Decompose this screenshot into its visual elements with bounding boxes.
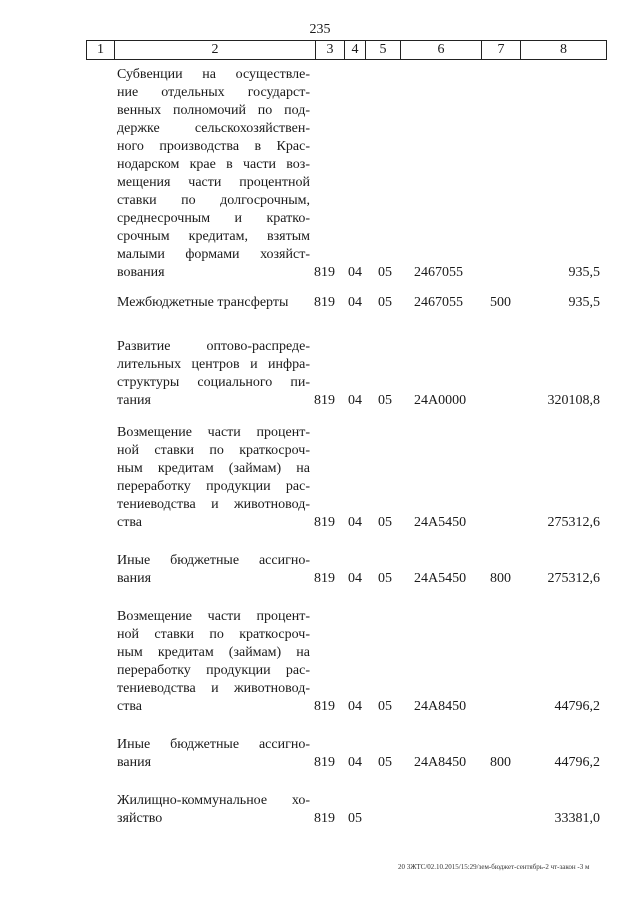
row-value-c8: 44796,2: [554, 699, 600, 714]
description-line: зяйство: [117, 811, 163, 826]
description-line: Межбюджетные трансферты: [117, 295, 289, 310]
row-value-c3: 819: [314, 811, 335, 826]
row-value-c6: 24А0000: [414, 393, 467, 408]
col-header-3: 3: [316, 41, 345, 60]
description-line: вования: [117, 265, 165, 280]
row-value-c4: 04: [348, 265, 362, 280]
row-value-c3: 819: [314, 571, 335, 586]
description-line: ние отдельных государст-: [117, 85, 310, 100]
description-line: Иные бюджетные ассигно-: [117, 737, 310, 752]
row-value-c8: 275312,6: [547, 515, 600, 530]
description-line: Иные бюджетные ассигно-: [117, 553, 310, 568]
row-value-c7: 500: [490, 295, 511, 310]
row-value-c4: 04: [348, 393, 362, 408]
footer-note: 20 3ЖТС/02.10.2015/15:29/зем-бюджет-сентябрь-2 чт-закон -3 м: [398, 863, 590, 871]
row-value-c4: 04: [348, 699, 362, 714]
description-line: тениеводства и животновод-: [117, 497, 310, 512]
description-line: тениеводства и животновод-: [117, 681, 310, 696]
description-line: лительных центров и инфра-: [117, 357, 310, 372]
description-line: держке сельскохозяйствен-: [117, 121, 310, 136]
row-description: [117, 608, 310, 716]
description-line: ным кредитам (займам) на: [117, 645, 310, 660]
row-value-c5: 05: [378, 393, 392, 408]
description-line: венных полномочий по под-: [117, 103, 310, 118]
description-line: Возмещение части процент-: [117, 425, 310, 440]
col-header-1: 1: [87, 41, 115, 60]
row-description: [117, 736, 310, 772]
row-value-c3: 819: [314, 515, 335, 530]
description-line: нодарском крае в части воз-: [117, 157, 310, 172]
description-line: ства: [117, 515, 142, 530]
row-value-c7: 800: [490, 571, 511, 586]
row-value-c6: 24А8450: [414, 755, 467, 770]
description-line: ной ставки по краткосроч-: [117, 627, 310, 642]
col-header-6: 6: [401, 41, 482, 60]
description-line: ного производства в Крас-: [117, 139, 310, 154]
row-value-c8: 935,5: [568, 295, 600, 310]
row-description: [117, 792, 310, 828]
row-description: [117, 338, 310, 410]
description-line: малыми формами хозяйст-: [117, 247, 310, 262]
row-description: [117, 424, 310, 532]
row-value-c4: 05: [348, 811, 362, 826]
description-line: ства: [117, 699, 142, 714]
row-value-c5: 05: [378, 699, 392, 714]
row-value-c6: 2467055: [414, 265, 463, 280]
row-value-c3: 819: [314, 699, 335, 714]
row-value-c6: 24А5450: [414, 571, 467, 586]
description-line: срочным кредитам, взятым: [117, 229, 310, 244]
col-header-4: 4: [345, 41, 366, 60]
row-value-c7: 800: [490, 755, 511, 770]
row-value-c6: 2467055: [414, 295, 463, 310]
row-description: [117, 66, 310, 282]
description-line: переработку продукции рас-: [117, 663, 310, 678]
row-value-c5: 05: [378, 295, 392, 310]
row-value-c6: 24А8450: [414, 699, 467, 714]
row-value-c8: 44796,2: [554, 755, 600, 770]
description-line: ной ставки по краткосроч-: [117, 443, 310, 458]
row-value-c4: 04: [348, 571, 362, 586]
row-value-c3: 819: [314, 755, 335, 770]
description-line: тания: [117, 393, 151, 408]
description-line: Жилищно-коммунальное хо-: [117, 793, 310, 808]
description-line: среднесрочным и кратко-: [117, 211, 310, 226]
description-line: ным кредитам (займам) на: [117, 461, 310, 476]
row-value-c6: 24А5450: [414, 515, 467, 530]
row-value-c3: 819: [314, 265, 335, 280]
description-line: Развитие оптово-распреде-: [117, 339, 310, 354]
row-value-c8: 320108,8: [547, 393, 600, 408]
row-value-c5: 05: [378, 571, 392, 586]
col-header-7: 7: [482, 41, 521, 60]
row-value-c4: 04: [348, 755, 362, 770]
row-value-c5: 05: [378, 265, 392, 280]
col-header-5: 5: [366, 41, 401, 60]
row-description: [117, 294, 310, 312]
description-line: Возмещение части процент-: [117, 609, 310, 624]
row-value-c3: 819: [314, 295, 335, 310]
description-line: переработку продукции рас-: [117, 479, 310, 494]
row-value-c4: 04: [348, 295, 362, 310]
col-header-8: 8: [521, 41, 607, 60]
row-value-c5: 05: [378, 755, 392, 770]
description-line: мещения части процентной: [117, 175, 310, 190]
row-description: [117, 552, 310, 588]
row-value-c8: 935,5: [568, 265, 600, 280]
row-value-c3: 819: [314, 393, 335, 408]
row-value-c8: 275312,6: [547, 571, 600, 586]
row-value-c4: 04: [348, 515, 362, 530]
column-header-table: [86, 40, 607, 60]
col-header-2: 2: [115, 41, 316, 60]
description-line: вания: [117, 755, 152, 770]
description-line: структуры социального пи-: [117, 375, 310, 390]
row-value-c8: 33381,0: [554, 811, 600, 826]
description-line: ставки по долгосрочным,: [117, 193, 310, 208]
row-value-c5: 05: [378, 515, 392, 530]
page-number: 235: [309, 22, 331, 37]
description-line: вания: [117, 571, 152, 586]
description-line: Субвенции на осуществле-: [117, 67, 310, 82]
